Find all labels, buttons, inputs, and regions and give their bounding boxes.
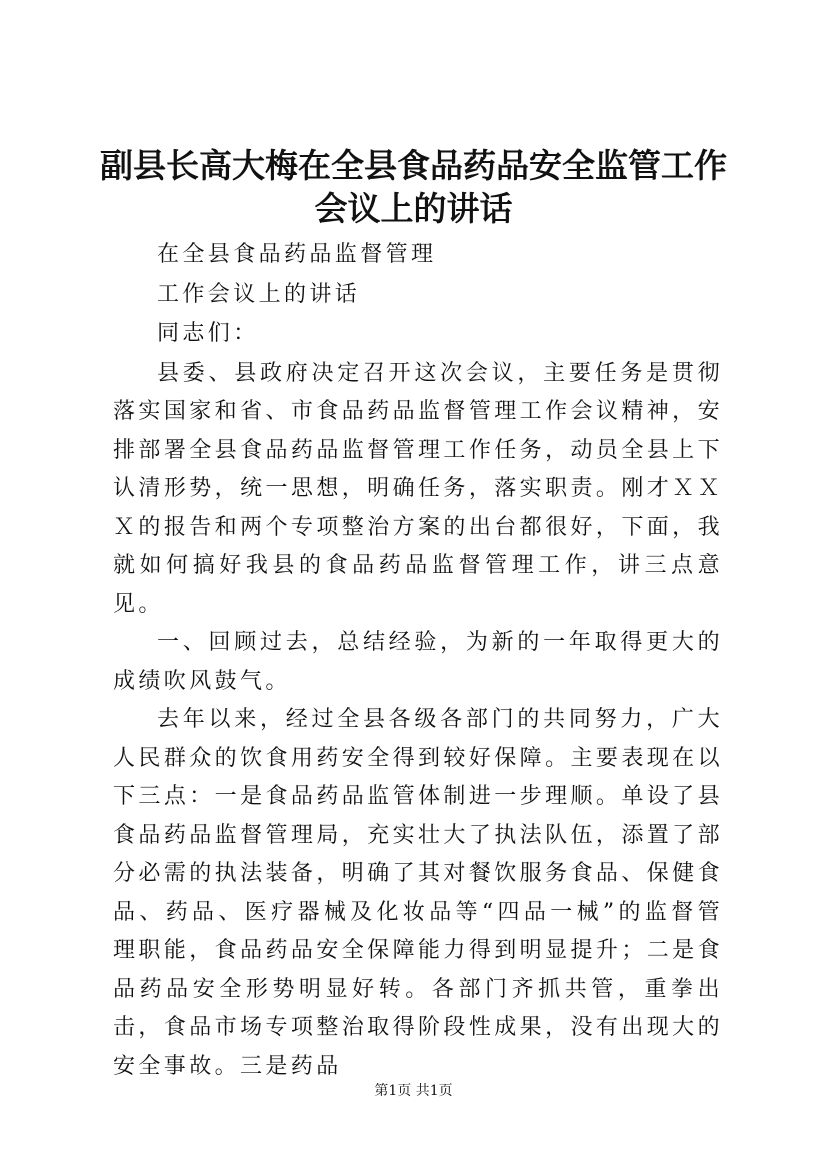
paragraph: 一、回顾过去，总结经验，为新的一年取得更大的成绩吹风鼓气。 xyxy=(113,630,723,694)
paragraph: 去年以来，经过全县各级各部门的共同努力，广大人民群众的饮食用药安全得到较好保障。主要表现在以下三点：一是食品药品监管体制进一步理顺。单设了县食品药品监督管理局，充实壮大了执法队伍，添置了部分必需的执法装备，明确了其对餐饮服务食品、保健食品、药品、医疗器械及化妆品等“四品一械”的监督管理职能，食品药品安全保障能力得到明显提升；二是食品药品安全形势明显好转。各部门齐抓共管，重拳出击，食品市场专项整治取得阶段性成果，没有出现大的安全事故。三是药品 xyxy=(113,707,723,1079)
paragraph: 县委、县政府决定召开这次会议，主要任务是贯彻落实国家和省、市食品药品监督管理工作会议精神，安排部署全县食品药品监督管理工作任务，动员全县上下认清形势，统一思想，明确任务，落实职责。刚才ＸＸＸ的报告和两个专项整治方案的出台都很好，下面，我就如何搞好我县的食品药品监督管理工作，讲三点意见。 xyxy=(113,360,723,617)
paragraph: 在全县食品药品监督管理 xyxy=(157,242,437,267)
paragraph: 工作会议上的讲话 xyxy=(157,281,361,307)
document-title: 副县长高大梅在全县食品药品安全监管工作会议上的讲话 xyxy=(100,146,727,228)
paragraph: 同志们： xyxy=(157,321,259,346)
page-footer: 第1页 共1页 xyxy=(374,1083,453,1099)
document-body xyxy=(113,236,723,1086)
